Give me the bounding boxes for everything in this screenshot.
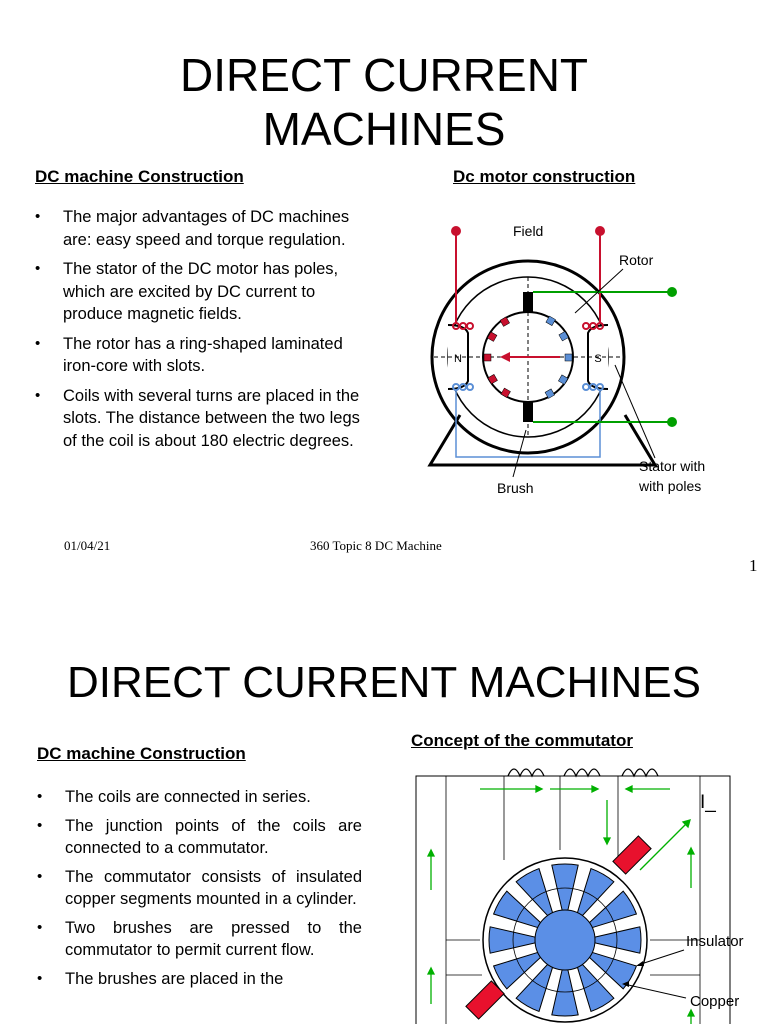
slide-1-right-heading: Dc motor construction	[453, 167, 636, 186]
field-terminal-left	[451, 226, 461, 236]
commutator-diagram	[400, 760, 768, 1024]
pole-s-label: S	[594, 353, 602, 365]
copper-leader	[624, 984, 686, 998]
slide-2-bullet: • The brushes are placed in the	[35, 968, 362, 990]
stator-label-line-2: with poles	[639, 478, 702, 494]
slide-1-bullet: • The stator of the DC motor has poles, which are excited by DC current to produce magnetic fields.	[33, 258, 378, 326]
slide-2-right-heading: Concept of the commutator	[411, 731, 633, 750]
slide-1-footer-topic: 360 Topic 8 DC Machine	[310, 538, 442, 553]
copper-label: Copper	[690, 993, 740, 1010]
slide-2-bullet: • The commutator consists of insulated copper segments mounted in a cylinder.	[35, 866, 362, 910]
field-coil-turn	[583, 323, 589, 329]
slide-1-bullet: • Coils with several turns are placed in the slots. The distance between the two legs of the coil is about 180 electric degrees.	[33, 385, 378, 453]
current-label: I_	[700, 792, 716, 813]
commutator	[483, 858, 647, 1022]
slide-2-bullet: • The coils are connected in series.	[35, 786, 362, 808]
slide-1-left-heading: DC machine Construction	[35, 167, 244, 186]
slide-1-title-line-1: DIRECT CURRENT	[179, 49, 589, 101]
rotor-label: Rotor	[619, 252, 654, 268]
field-coil-turn	[590, 323, 596, 329]
slide-1-bullet: • The rotor has a ring-shaped laminated iron-core with slots.	[33, 333, 378, 378]
slide-1-footer-date: 01/04/21	[64, 538, 111, 553]
slide-1-bullet: • The major advantages of DC machines are: easy speed and torque regulation.	[33, 206, 378, 251]
rotor-slot	[484, 354, 491, 361]
field-coil-turn-lower	[467, 384, 473, 390]
slide-1-title-line-2: MACHINES	[262, 103, 506, 155]
slide-2-bullet: • Two brushes are pressed to the commutator to permit current flow.	[35, 917, 362, 961]
field-coil-turn	[467, 323, 473, 329]
brush-upper-right	[613, 836, 651, 874]
slide-1-bullet-list	[33, 206, 378, 459]
commutator-hub	[535, 910, 595, 970]
coil-1	[508, 769, 544, 776]
stator-label-line-1: Stator with	[639, 458, 706, 474]
dc-motor-diagram	[420, 215, 730, 505]
brush-label: Brush	[497, 480, 534, 496]
field-terminal-right	[595, 226, 605, 236]
pole-n-label: N	[454, 353, 462, 365]
slide-2-left-heading: DC machine Construction	[37, 744, 246, 763]
slide-2-title: DIRECT CURRENT MACHINES	[67, 658, 701, 707]
armature-terminal-top	[667, 287, 677, 297]
brush-bottom	[523, 402, 533, 422]
coil-2	[564, 769, 600, 776]
field-coil-turn	[460, 323, 466, 329]
armature-wire-top	[533, 292, 592, 293]
stator-leader	[615, 365, 655, 458]
insulator-label: Insulator	[686, 933, 744, 950]
slide-2-bullet-list	[35, 786, 362, 997]
rotor-slot	[565, 354, 572, 361]
coil-3	[622, 769, 658, 776]
armature-terminal-bottom	[667, 417, 677, 427]
slide-1-page-number: 1	[749, 556, 758, 575]
slide-2-bullet: • The junction points of the coils are connected to a commutator.	[35, 815, 362, 859]
field-coil-turn-lower	[583, 384, 589, 390]
brush-top	[523, 292, 533, 312]
field-label: Field	[513, 223, 544, 239]
